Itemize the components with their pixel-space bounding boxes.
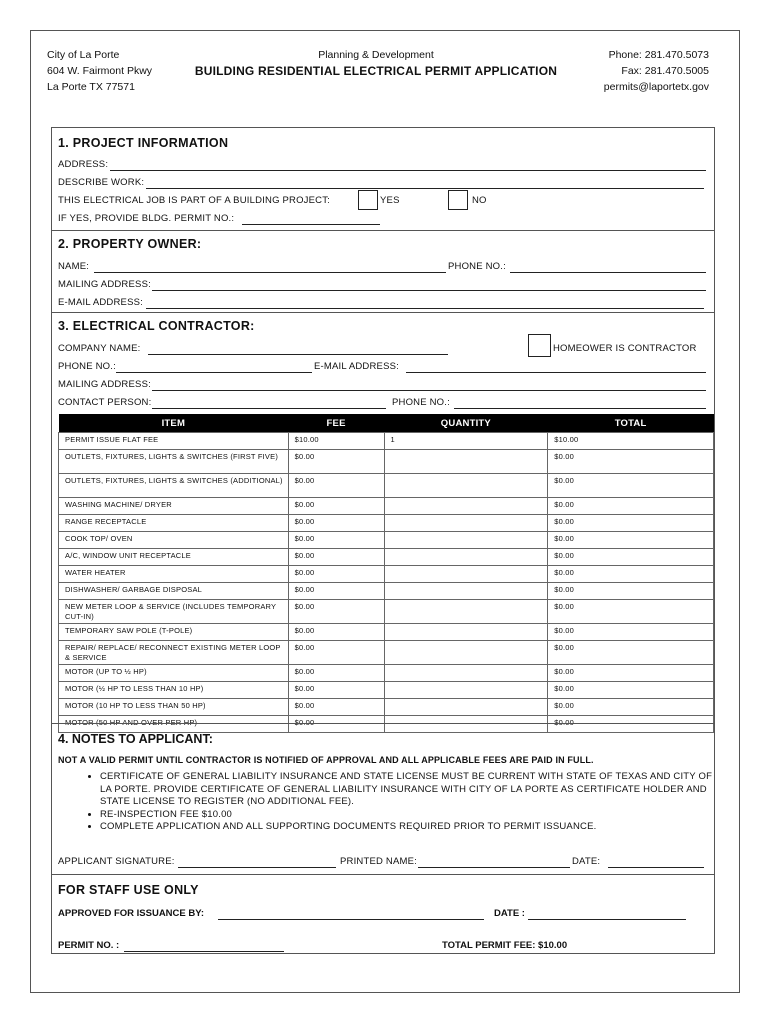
describe-work-field[interactable] (146, 188, 704, 189)
section-divider (52, 874, 714, 875)
fee-cell-fee: $0.00 (288, 515, 384, 532)
homeowner-label: HOMEOWER IS CONTRACTOR (553, 343, 697, 354)
section-project-title: 1. PROJECT INFORMATION (58, 136, 229, 150)
contractor-mailing-field[interactable] (152, 390, 706, 391)
fee-cell-item: WASHING MACHINE/ DRYER (59, 498, 289, 515)
fee-cell-item: A/C, WINDOW UNIT RECEPTACLE (59, 549, 289, 566)
fee-row (59, 600, 714, 624)
fee-cell-item: MOTOR (½ HP TO LESS THAN 10 HP) (59, 682, 289, 699)
yes-checkbox[interactable] (358, 190, 378, 210)
bldg-permit-label: IF YES, PROVIDE BLDG. PERMIT NO.: (58, 213, 235, 224)
fee-cell-quantity[interactable] (384, 682, 548, 699)
form-heading (181, 47, 571, 79)
city-name: City of La Porte (47, 49, 120, 61)
fee-cell-quantity[interactable] (384, 450, 548, 474)
fee-cell-fee: $0.00 (288, 699, 384, 716)
fee-cell-total: $0.00 (548, 665, 714, 682)
fee-row (59, 532, 714, 549)
fee-cell-fee: $0.00 (288, 583, 384, 600)
staff-use-title: FOR STAFF USE ONLY (58, 883, 199, 897)
no-checkbox[interactable] (448, 190, 468, 210)
fee-row (59, 433, 714, 450)
fee-row (59, 624, 714, 641)
fee-cell-total: $0.00 (548, 532, 714, 549)
section-notes-title: 4. NOTES TO APPLICANT: (58, 732, 213, 746)
fee-row (59, 515, 714, 532)
contractor-phone-label: PHONE NO.: (58, 361, 116, 372)
address-label: ADDRESS: (58, 159, 109, 170)
fee-cell-quantity[interactable] (384, 474, 548, 498)
address-field[interactable] (110, 170, 706, 171)
no-label: NO (472, 195, 487, 206)
fee-cell-quantity[interactable] (384, 515, 548, 532)
staff-date-label: DATE : (494, 908, 525, 919)
fax-number: Fax: 281.470.5005 (621, 65, 709, 77)
section-divider (52, 312, 714, 313)
company-name-field[interactable] (148, 354, 448, 355)
phone-number: Phone: 281.470.5073 (608, 49, 709, 61)
fee-cell-total: $0.00 (548, 474, 714, 498)
fee-cell-quantity[interactable] (384, 566, 548, 583)
fee-cell-total: $0.00 (548, 600, 714, 624)
owner-mailing-field[interactable] (152, 290, 706, 291)
owner-mailing-label: MAILING ADDRESS: (58, 279, 151, 290)
fee-cell-item: PERMIT ISSUE FLAT FEE (59, 433, 289, 450)
fee-cell-quantity[interactable] (384, 665, 548, 682)
fee-cell-total: $0.00 (548, 549, 714, 566)
notes-item-reinspection: • RE-INSPECTION FEE $10.00 (100, 809, 720, 822)
total-permit-fee: TOTAL PERMIT FEE: $10.00 (442, 940, 568, 951)
section-divider (52, 230, 714, 231)
contractor-email-field[interactable] (406, 372, 706, 373)
fee-cell-fee: $10.00 (288, 433, 384, 450)
fee-cell-total: $0.00 (548, 624, 714, 641)
bldg-permit-field[interactable] (242, 224, 380, 225)
fee-cell-total: $0.00 (548, 450, 714, 474)
fee-cell-total: $0.00 (548, 682, 714, 699)
fee-cell-quantity[interactable] (384, 549, 548, 566)
notes-valid-permit-notice: NOT A VALID PERMIT UNTIL CONTRACTOR IS NOTIFIED OF APPROVAL AND ALL APPLICABLE FEES ARE PAID IN FULL. (58, 755, 594, 765)
yes-label: YES (380, 195, 400, 206)
owner-email-field[interactable] (146, 308, 704, 309)
describe-work-label: DESCRIBE WORK: (58, 177, 145, 188)
contractor-mailing-label: MAILING ADDRESS: (58, 379, 151, 390)
fee-cell-total: $0.00 (548, 566, 714, 583)
owner-name-label: NAME: (58, 261, 90, 272)
fee-row (59, 682, 714, 699)
fee-cell-fee: $0.00 (288, 474, 384, 498)
fee-row (59, 641, 714, 665)
fee-cell-item: TEMPORARY SAW POLE (T-POLE) (59, 624, 289, 641)
company-name-label: COMPANY NAME: (58, 343, 141, 354)
fee-cell-item: MOTOR (10 HP TO LESS THAN 50 HP) (59, 699, 289, 716)
fee-cell-fee: $0.00 (288, 532, 384, 549)
owner-phone-field[interactable] (510, 272, 706, 273)
fee-row (59, 566, 714, 583)
signature-date-label: DATE: (572, 856, 601, 867)
fee-row (59, 498, 714, 515)
fee-row (59, 665, 714, 682)
staff-date-field[interactable] (528, 919, 686, 920)
approved-by-field[interactable] (218, 919, 484, 920)
fee-cell-total: $0.00 (548, 515, 714, 532)
owner-phone-label: PHONE NO.: (448, 261, 506, 272)
section-contractor-title: 3. ELECTRICAL CONTRACTOR: (58, 319, 255, 333)
fee-cell-item: MOTOR (50 HP AND OVER PER HP) (59, 716, 289, 733)
permit-no-field[interactable] (124, 951, 284, 952)
fee-cell-quantity[interactable] (384, 716, 548, 733)
notes-item-insurance: • CERTIFICATE OF GENERAL LIABILITY INSURANCE AND STATE LICENSE MUST BE CURRENT WITH STATE OF TEXAS AND CITY OF LA PORTE. PROVIDE CERTIFICATE OF GENERAL LIABILITY INSURANCE WITH CITY OF LA PORTE AS CERTIFICATE HOLDER AND STATE LICENSE TO REGISTER (NO ADDITIONAL FEE). (100, 771, 720, 809)
fee-cell-total: $0.00 (548, 716, 714, 733)
notes-list (80, 771, 720, 834)
fee-row (59, 549, 714, 566)
fee-cell-fee: $0.00 (288, 566, 384, 583)
fee-cell-total: $10.00 (548, 433, 714, 450)
fee-cell-item: OUTLETS, FIXTURES, LIGHTS & SWITCHES (ADDITIONAL) (59, 474, 289, 498)
fee-cell-quantity[interactable] (384, 498, 548, 515)
contact-block (604, 47, 709, 95)
approved-by-label: APPROVED FOR ISSUANCE BY: (58, 908, 205, 919)
fee-cell-item: RANGE RECEPTACLE (59, 515, 289, 532)
applicant-signature-field[interactable] (178, 867, 336, 868)
application-form (51, 127, 715, 954)
fee-cell-quantity[interactable] (384, 699, 548, 716)
signature-date-field[interactable] (608, 867, 704, 868)
fee-cell-fee: $0.00 (288, 498, 384, 515)
fee-cell-quantity[interactable]: 1 (384, 433, 548, 450)
homeowner-checkbox[interactable] (528, 334, 551, 357)
fee-cell-fee: $0.00 (288, 450, 384, 474)
fee-table-body (59, 433, 714, 733)
contact-person-label: CONTACT PERSON: (58, 397, 152, 408)
fee-cell-quantity[interactable] (384, 583, 548, 600)
fee-cell-quantity[interactable] (384, 624, 548, 641)
form-title: BUILDING RESIDENTIAL ELECTRICAL PERMIT APPLICATION (194, 64, 558, 78)
fee-cell-fee: $0.00 (288, 665, 384, 682)
section-divider (52, 723, 714, 724)
fee-cell-item: NEW METER LOOP & SERVICE (INCLUDES TEMPORARY CUT-IN) (59, 600, 289, 624)
department-name: Planning & Development (318, 49, 434, 61)
owner-name-field[interactable] (94, 272, 446, 273)
column-header-quantity: QUANTITY (384, 414, 548, 433)
fee-cell-fee: $0.00 (288, 624, 384, 641)
permit-no-label: PERMIT NO. : (58, 940, 120, 951)
fee-cell-total: $0.00 (548, 498, 714, 515)
notes-item-documents: • COMPLETE APPLICATION AND ALL SUPPORTING DOCUMENTS REQUIRED PRIOR TO PERMIT ISSUANCE. (100, 821, 720, 834)
fee-cell-fee: $0.00 (288, 682, 384, 699)
applicant-signature-label: APPLICANT SIGNATURE: (58, 856, 175, 867)
fee-cell-item: COOK TOP/ OVEN (59, 532, 289, 549)
fee-cell-total: $0.00 (548, 583, 714, 600)
fee-cell-total: $0.00 (548, 699, 714, 716)
fee-cell-fee: $0.00 (288, 549, 384, 566)
fee-row (59, 699, 714, 716)
city-address-block (47, 47, 152, 95)
fee-cell-total: $0.00 (548, 641, 714, 665)
fee-cell-quantity[interactable] (384, 532, 548, 549)
fee-cell-item: DISHWASHER/ GARBAGE DISPOSAL (59, 583, 289, 600)
fee-cell-item: REPAIR/ REPLACE/ RECONNECT EXISTING METER LOOP & SERVICE (59, 641, 289, 665)
fee-cell-quantity[interactable] (384, 600, 548, 624)
fee-row (59, 716, 714, 733)
fee-row (59, 450, 714, 474)
column-header-total: TOTAL (548, 414, 714, 433)
city-state: La Porte TX 77571 (47, 81, 135, 93)
fee-cell-item: OUTLETS, FIXTURES, LIGHTS & SWITCHES (FIRST FIVE) (59, 450, 289, 474)
printed-name-field[interactable] (418, 867, 570, 868)
fee-cell-quantity[interactable] (384, 641, 548, 665)
column-header-item: ITEM (59, 414, 289, 433)
fee-cell-fee: $0.00 (288, 641, 384, 665)
contact-person-field[interactable] (152, 408, 386, 409)
printed-name-label: PRINTED NAME: (340, 856, 418, 867)
column-header-fee: FEE (288, 414, 384, 433)
fee-cell-item: MOTOR (UP TO ½ HP) (59, 665, 289, 682)
fee-table-header (59, 414, 714, 433)
city-street: 604 W. Fairmont Pkwy (47, 65, 153, 77)
fee-cell-item: WATER HEATER (59, 566, 289, 583)
fee-cell-fee: $0.00 (288, 716, 384, 733)
fee-row (59, 474, 714, 498)
section-owner-title: 2. PROPERTY OWNER: (58, 237, 202, 251)
permit-form-page (30, 30, 740, 993)
permits-email: permits@laportetx.gov (603, 81, 709, 93)
building-project-question: THIS ELECTRICAL JOB IS PART OF A BUILDING PROJECT: (58, 195, 331, 206)
owner-email-label: E-MAIL ADDRESS: (58, 297, 144, 308)
fee-cell-fee: $0.00 (288, 600, 384, 624)
contact-phone-field[interactable] (454, 408, 706, 409)
fee-row (59, 583, 714, 600)
fee-table (58, 414, 714, 733)
contractor-phone-field[interactable] (116, 372, 312, 373)
contact-phone-label: PHONE NO.: (392, 397, 450, 408)
contractor-email-label: E-MAIL ADDRESS: (314, 361, 400, 372)
